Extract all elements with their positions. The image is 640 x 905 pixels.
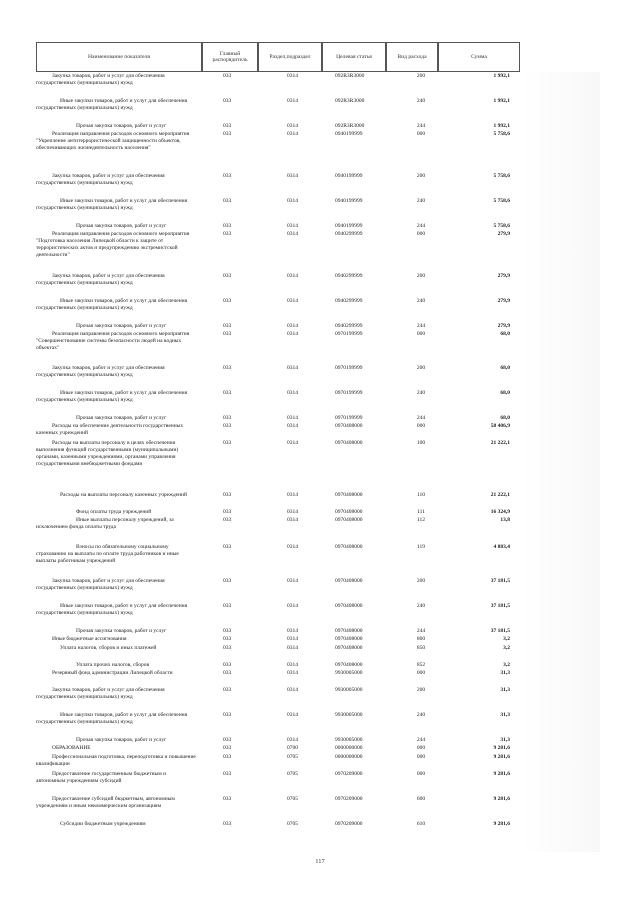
row-razdel: 0314 xyxy=(287,423,298,429)
row-gr: 033 xyxy=(223,687,232,693)
row-name: Расходы на выплаты персоналу казенных учреждений xyxy=(60,492,187,498)
row-sum: 68,0 xyxy=(500,331,510,337)
row-gr: 033 xyxy=(223,323,232,329)
row-name: Резервный фонд администрации Липецкой области xyxy=(52,670,173,676)
row-name: Прочая закупка товаров, работ и услуг xyxy=(76,628,167,634)
row-name: Закупка товаров, работ и услуг для обеспечения государственных (муниципальных) нужд xyxy=(36,73,165,86)
row-gr: 033 xyxy=(223,821,232,827)
row-name: Закупка товаров, работ и услуг для обеспечения государственных (муниципальных) нужд xyxy=(36,173,165,186)
row-statya: 0970408000 xyxy=(335,517,363,523)
row-name: Иные бюджетные ассигнования xyxy=(52,636,127,642)
row-statya: 0000000000 xyxy=(335,754,363,760)
row-name: Прочая закупка товаров, работ и услуг xyxy=(76,123,167,129)
row-gr: 033 xyxy=(223,509,232,515)
row-razdel: 0314 xyxy=(287,509,298,515)
row-razdel: 0314 xyxy=(287,73,298,79)
row-name: Закупка товаров, работ и услуг для обеспечения государственных (муниципальных) нужд xyxy=(36,578,165,591)
row-name: ОБРАЗОВАНИЕ xyxy=(52,745,91,751)
row-sum: 31,3 xyxy=(500,670,510,676)
row-razdel: 0314 xyxy=(287,173,298,179)
row-name: Прочая закупка товаров, работ и услуг xyxy=(76,323,167,329)
row-sum: 1 992,1 xyxy=(493,98,510,104)
row-sum: 21 222,1 xyxy=(490,440,510,446)
row-vid: 610 xyxy=(416,821,426,827)
row-statya: 0970408000 xyxy=(335,603,363,609)
row-razdel: 0705 xyxy=(287,771,298,777)
row-vid: 000 xyxy=(416,670,426,676)
row-sum: 31,3 xyxy=(500,712,510,718)
row-gr: 033 xyxy=(223,123,232,129)
row-name: Прочая закупка товаров, работ и услуг xyxy=(76,737,167,743)
row-name: Уплата налогов, сборов и иных платежей xyxy=(60,645,157,651)
row-razdel: 0314 xyxy=(287,298,298,304)
scan-shading xyxy=(520,72,600,852)
row-gr: 033 xyxy=(223,645,232,651)
row-statya: 0940299999 xyxy=(335,323,363,329)
row-name: Реализация направления расходов основного мероприятия "Совершенствование системы безопасности людей на водных объектах" xyxy=(36,331,190,351)
row-razdel: 0314 xyxy=(287,390,298,396)
row-vid: 244 xyxy=(416,415,426,421)
header-name: Наименование показателя xyxy=(36,42,202,72)
row-statya: 9930005000 xyxy=(335,712,363,718)
row-razdel: 0314 xyxy=(287,517,298,523)
row-vid: 000 xyxy=(416,423,426,429)
row-vid: 240 xyxy=(416,603,426,609)
row-gr: 033 xyxy=(223,223,232,229)
row-razdel: 0314 xyxy=(287,123,298,129)
row-statya: 092R3R3000 xyxy=(335,73,365,79)
row-name: Иные закупки товаров, работ и услуг для обеспечения государственных (муниципальных) нужд xyxy=(36,603,188,616)
row-sum: 58 406,9 xyxy=(490,423,510,429)
row-name: Расходы на выплаты персоналу в целях обеспечения выполнения функций государственными (муниципальными) органами, казенными учреждениями, органами управления государственными внебюджетными фондами xyxy=(36,440,179,467)
row-gr: 033 xyxy=(223,390,232,396)
header-summa: Сумма xyxy=(438,42,520,72)
page-number: 117 xyxy=(315,858,325,865)
row-gr: 033 xyxy=(223,517,232,523)
row-vid: 000 xyxy=(416,745,426,751)
row-gr: 033 xyxy=(223,131,232,137)
row-statya: 0970408000 xyxy=(335,628,363,634)
row-vid: 000 xyxy=(416,771,426,777)
row-statya: 0970408000 xyxy=(335,636,363,642)
row-statya: 0970209000 xyxy=(335,771,363,777)
row-razdel: 0314 xyxy=(287,98,298,104)
row-vid: 852 xyxy=(416,662,426,668)
row-name: Предоставление государственным бюджетным и автономным учреждениям субсидий xyxy=(36,771,167,784)
row-statya: 0970209000 xyxy=(335,796,363,802)
row-razdel: 0314 xyxy=(287,198,298,204)
row-statya: 0000000000 xyxy=(335,745,363,751)
row-sum: 9 281,6 xyxy=(493,754,510,760)
row-sum: 1 992,1 xyxy=(493,123,510,129)
row-statya: 0970408000 xyxy=(335,544,363,550)
row-name: Расходы на обеспечение деятельности государственных казенных учреждений xyxy=(36,423,184,436)
row-vid: 200 xyxy=(416,73,426,79)
row-razdel: 0314 xyxy=(287,331,298,337)
row-statya: 0970199999 xyxy=(335,415,363,421)
row-vid: 111 xyxy=(417,509,425,515)
row-sum: 9 281,6 xyxy=(493,821,510,827)
row-vid: 100 xyxy=(416,440,426,446)
row-vid: 200 xyxy=(416,578,426,584)
row-sum: 9 281,6 xyxy=(493,771,510,777)
row-statya: 0970408000 xyxy=(335,423,363,429)
row-vid: 244 xyxy=(416,223,426,229)
row-statya: 0970408000 xyxy=(335,662,363,668)
row-gr: 033 xyxy=(223,173,232,179)
row-razdel: 0314 xyxy=(287,578,298,584)
row-gr: 033 xyxy=(223,745,232,751)
row-gr: 033 xyxy=(223,636,232,642)
row-gr: 033 xyxy=(223,754,232,760)
row-gr: 033 xyxy=(223,273,232,279)
row-sum: 5 758,6 xyxy=(493,223,510,229)
row-razdel: 0314 xyxy=(287,131,298,137)
row-statya: 0970408000 xyxy=(335,578,363,584)
row-sum: 68,0 xyxy=(500,415,510,421)
row-gr: 033 xyxy=(223,603,232,609)
row-statya: 0970408000 xyxy=(335,492,363,498)
row-gr: 033 xyxy=(223,98,232,104)
row-statya: 092R3R3000 xyxy=(335,123,365,129)
row-sum: 37 181,5 xyxy=(490,628,510,634)
row-sum: 279,9 xyxy=(497,298,510,304)
row-sum: 279,9 xyxy=(497,231,510,237)
header-gr: Главный распорядитель xyxy=(202,42,258,72)
row-vid: 240 xyxy=(416,712,426,718)
row-gr: 033 xyxy=(223,492,232,498)
row-sum: 68,0 xyxy=(500,390,510,396)
row-razdel: 0314 xyxy=(287,670,298,676)
row-name: Иные закупки товаров, работ и услуг для обеспечения государственных (муниципальных) нужд xyxy=(36,390,188,403)
row-razdel: 0314 xyxy=(287,323,298,329)
row-statya: 9930005000 xyxy=(335,670,363,676)
row-sum: 3,2 xyxy=(503,662,510,668)
row-vid: 240 xyxy=(416,390,426,396)
row-name: Закупка товаров, работ и услуг для обеспечения государственных (муниципальных) нужд xyxy=(36,365,165,378)
row-gr: 033 xyxy=(223,73,232,79)
header-razdel: Раздел,подраздел xyxy=(258,42,322,72)
row-sum: 5 758,6 xyxy=(493,173,510,179)
row-sum: 21 222,1 xyxy=(490,492,510,498)
row-sum: 279,9 xyxy=(497,323,510,329)
row-gr: 033 xyxy=(223,796,232,802)
row-vid: 800 xyxy=(416,636,426,642)
row-vid: 200 xyxy=(416,273,426,279)
row-sum: 9 281,6 xyxy=(493,745,510,751)
row-statya: 092R3R3000 xyxy=(335,98,365,104)
row-gr: 033 xyxy=(223,628,232,634)
row-gr: 033 xyxy=(223,231,232,237)
row-name: Прочая закупка товаров, работ и услуг xyxy=(76,415,167,421)
row-vid: 850 xyxy=(416,645,426,651)
row-razdel: 0700 xyxy=(287,745,298,751)
row-razdel: 0314 xyxy=(287,415,298,421)
row-sum: 13,8 xyxy=(500,517,510,523)
row-name: Профессиональная подготовка, переподготовка и повышение квалификации xyxy=(36,754,196,767)
row-razdel: 0314 xyxy=(287,440,298,446)
row-sum: 31,3 xyxy=(500,687,510,693)
row-statya: 0940299999 xyxy=(335,273,363,279)
row-sum: 279,9 xyxy=(497,273,510,279)
row-name: Реализация направления расходов основного мероприятия "Укрепление антитеррористической защищенности объектов, обеспечивающих жизнедеятельность населения" xyxy=(36,131,190,151)
row-gr: 033 xyxy=(223,331,232,337)
row-statya: 9930005000 xyxy=(335,687,363,693)
row-sum: 3,2 xyxy=(503,636,510,642)
row-razdel: 0314 xyxy=(287,645,298,651)
row-vid: 112 xyxy=(416,517,426,523)
row-statya: 0940199999 xyxy=(335,131,363,137)
row-name: Иные закупки товаров, работ и услуг для обеспечения государственных (муниципальных) нужд xyxy=(36,712,188,725)
row-name: Иные закупки товаров, работ и услуг для обеспечения государственных (муниципальных) нужд xyxy=(36,98,188,111)
row-sum: 4 883,4 xyxy=(493,544,510,550)
row-gr: 033 xyxy=(223,712,232,718)
row-razdel: 0314 xyxy=(287,636,298,642)
row-sum: 31,3 xyxy=(500,737,510,743)
row-statya: 0940299999 xyxy=(335,231,363,237)
row-name: Реализация направления расходов основного мероприятия "Подготовка населения Липецкой области к защите от террористических актов и предупреждению экстремистской деятельности" xyxy=(36,231,190,258)
row-vid: 110 xyxy=(416,492,426,498)
row-gr: 033 xyxy=(223,771,232,777)
row-gr: 033 xyxy=(223,415,232,421)
row-sum: 3,2 xyxy=(503,645,510,651)
row-gr: 033 xyxy=(223,670,232,676)
row-gr: 033 xyxy=(223,662,232,668)
row-vid: 244 xyxy=(416,628,426,634)
row-razdel: 0314 xyxy=(287,365,298,371)
row-vid: 200 xyxy=(416,173,426,179)
row-vid: 000 xyxy=(416,231,426,237)
row-razdel: 0314 xyxy=(287,492,298,498)
row-name: Прочая закупка товаров, работ и услуг xyxy=(76,223,167,229)
row-statya: 0970199999 xyxy=(335,331,363,337)
row-sum: 37 181,5 xyxy=(490,578,510,584)
row-name: Иные выплаты персоналу учреждений, за исключением фонда оплаты труда xyxy=(36,517,174,530)
row-statya: 0940199999 xyxy=(335,223,363,229)
row-statya: 9930005000 xyxy=(335,737,363,743)
row-razdel: 0705 xyxy=(287,796,298,802)
row-vid: 600 xyxy=(416,796,426,802)
row-statya: 0940199999 xyxy=(335,198,363,204)
header-statya: Целевая статья xyxy=(322,42,386,72)
row-gr: 033 xyxy=(223,423,232,429)
row-statya: 0970408000 xyxy=(335,440,363,446)
row-razdel: 0314 xyxy=(287,603,298,609)
row-gr: 033 xyxy=(223,298,232,304)
row-vid: 200 xyxy=(416,687,426,693)
row-name: Уплата прочих налогов, сборов xyxy=(76,662,150,668)
row-razdel: 0705 xyxy=(287,754,298,760)
row-razdel: 0314 xyxy=(287,712,298,718)
row-statya: 0940299999 xyxy=(335,298,363,304)
row-vid: 244 xyxy=(416,123,426,129)
row-gr: 033 xyxy=(223,365,232,371)
row-sum: 5 758,6 xyxy=(493,198,510,204)
row-vid: 240 xyxy=(416,198,426,204)
row-razdel: 0314 xyxy=(287,273,298,279)
row-sum: 68,0 xyxy=(500,365,510,371)
row-name: Предоставление субсидий бюджетным, автономным учреждениям и иным некоммерческим организациям xyxy=(36,796,175,809)
row-razdel: 0314 xyxy=(287,628,298,634)
row-name: Закупка товаров, работ и услуг для обеспечения государственных (муниципальных) нужд xyxy=(36,273,165,286)
row-sum: 5 758,6 xyxy=(493,131,510,137)
row-statya: 0970408000 xyxy=(335,645,363,651)
row-razdel: 0314 xyxy=(287,687,298,693)
row-vid: 119 xyxy=(416,544,426,550)
row-vid: 000 xyxy=(416,131,426,137)
row-statya: 0970199999 xyxy=(335,390,363,396)
row-vid: 240 xyxy=(416,98,426,104)
row-name: Иные закупки товаров, работ и услуг для обеспечения государственных (муниципальных) нужд xyxy=(36,298,188,311)
row-gr: 033 xyxy=(223,544,232,550)
row-vid: 200 xyxy=(416,365,426,371)
row-statya: 0970209000 xyxy=(335,821,363,827)
row-name: Субсидии бюджетным учреждениям xyxy=(60,821,146,827)
row-vid: 000 xyxy=(416,754,426,760)
row-gr: 033 xyxy=(223,198,232,204)
header-vid: Вид расхода xyxy=(386,42,438,72)
row-sum: 16 324,9 xyxy=(490,509,510,515)
row-vid: 244 xyxy=(416,323,426,329)
row-statya: 0970199999 xyxy=(335,365,363,371)
row-razdel: 0314 xyxy=(287,223,298,229)
row-gr: 033 xyxy=(223,440,232,446)
row-sum: 9 281,6 xyxy=(493,796,510,802)
row-gr: 033 xyxy=(223,578,232,584)
row-razdel: 0314 xyxy=(287,544,298,550)
row-statya: 0940199999 xyxy=(335,173,363,179)
row-vid: 240 xyxy=(416,298,426,304)
row-statya: 0970408000 xyxy=(335,509,363,515)
row-name: Взносы по обязательному социальному страхованию на выплаты по оплате труда работников и иные выплаты работникам учреждений xyxy=(36,544,179,564)
row-razdel: 0314 xyxy=(287,662,298,668)
row-vid: 244 xyxy=(416,737,426,743)
row-razdel: 0705 xyxy=(287,821,298,827)
row-razdel: 0314 xyxy=(287,737,298,743)
row-razdel: 0314 xyxy=(287,231,298,237)
row-vid: 000 xyxy=(416,331,426,337)
row-sum: 1 992,1 xyxy=(493,73,510,79)
row-name: Иные закупки товаров, работ и услуг для обеспечения государственных (муниципальных) нужд xyxy=(36,198,188,211)
row-name: Закупка товаров, работ и услуг для обеспечения государственных (муниципальных) нужд xyxy=(36,687,165,700)
row-name: Фонд оплаты труда учреждений xyxy=(76,509,152,515)
row-sum: 37 181,5 xyxy=(490,603,510,609)
row-gr: 033 xyxy=(223,737,232,743)
